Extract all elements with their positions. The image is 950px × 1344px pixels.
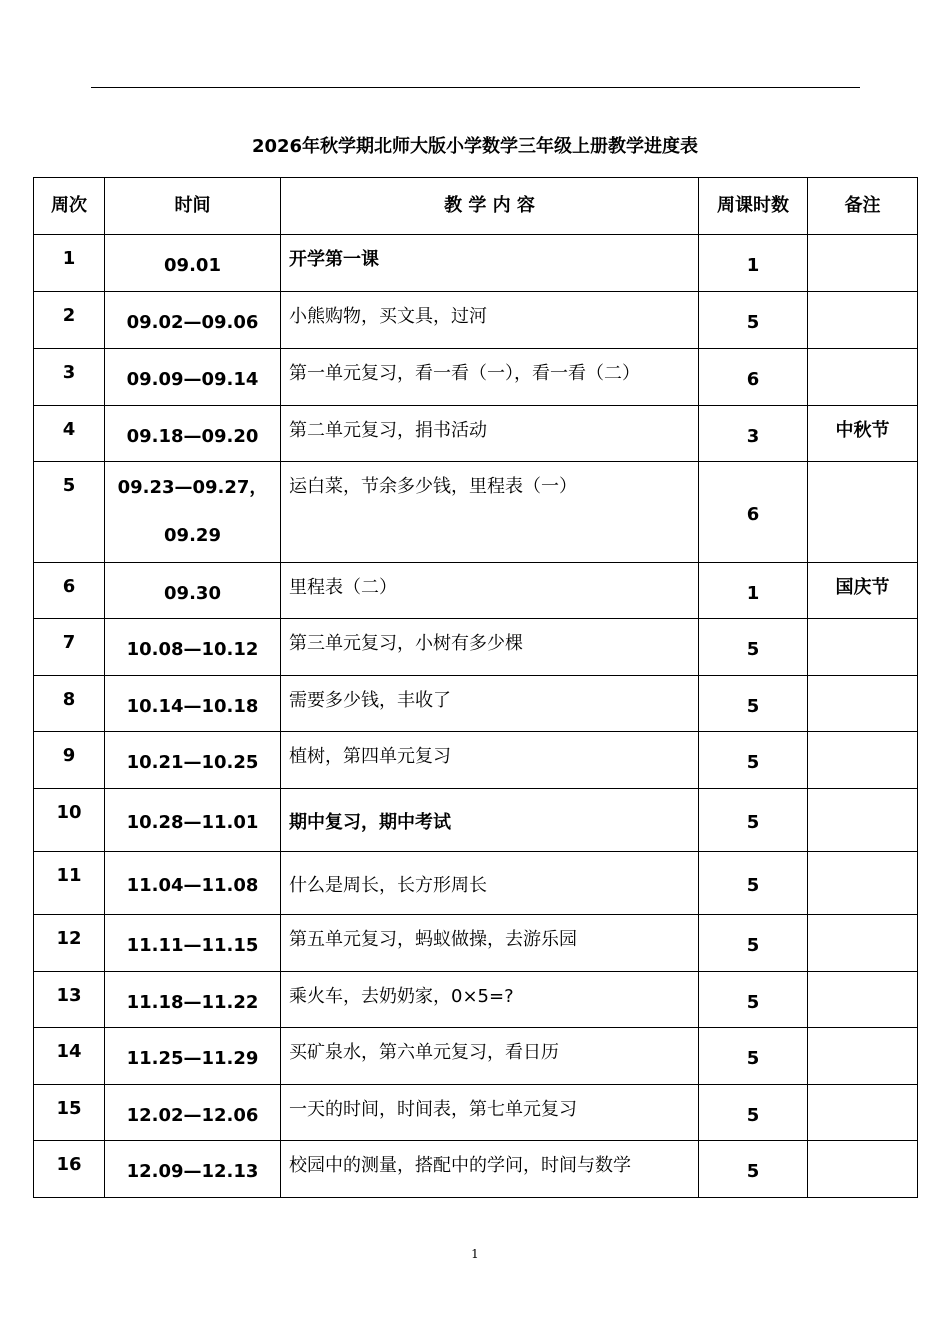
cell-week: 5	[34, 462, 105, 563]
cell-note	[808, 1028, 918, 1085]
cell-hours: 5	[699, 915, 808, 972]
cell-week: 10	[34, 789, 105, 852]
table-row	[34, 1028, 918, 1085]
cell-content: 第三单元复习，小树有多少棵	[281, 619, 699, 676]
cell-content: 第五单元复习，蚂蚁做操，去游乐园	[281, 915, 699, 972]
cell-week: 2	[34, 292, 105, 349]
cell-hours: 3	[699, 406, 808, 462]
cell-week: 9	[34, 732, 105, 789]
cell-note	[808, 1085, 918, 1141]
cell-content: 小熊购物，买文具，过河	[281, 292, 699, 349]
cell-hours: 5	[699, 852, 808, 915]
cell-week: 16	[34, 1141, 105, 1198]
cell-time: 09.18—09.20	[105, 406, 281, 462]
cell-time: 10.21—10.25	[105, 732, 281, 789]
header-hours: 周课时数	[699, 178, 808, 235]
cell-content: 运白菜，节余多少钱，里程表（一）	[281, 462, 699, 563]
cell-hours: 5	[699, 732, 808, 789]
cell-content: 开学第一课	[281, 235, 699, 292]
cell-content: 植树，第四单元复习	[281, 732, 699, 789]
header-content: 教 学 内 容	[281, 178, 699, 235]
cell-note	[808, 972, 918, 1028]
cell-content: 买矿泉水，第六单元复习，看日历	[281, 1028, 699, 1085]
cell-note	[808, 676, 918, 732]
table-row	[34, 852, 918, 915]
table-row	[34, 462, 918, 563]
cell-time: 11.04—11.08	[105, 852, 281, 915]
cell-week: 15	[34, 1085, 105, 1141]
cell-content: 第一单元复习，看一看（一），看一看（二）	[281, 349, 699, 406]
cell-week: 3	[34, 349, 105, 406]
cell-note	[808, 235, 918, 292]
table-row	[34, 349, 918, 406]
cell-note	[808, 915, 918, 972]
cell-hours: 5	[699, 1085, 808, 1141]
cell-time-line: 09.23—09.27，	[117, 477, 268, 498]
cell-note	[808, 852, 918, 915]
table-row	[34, 563, 918, 619]
cell-week: 7	[34, 619, 105, 676]
document-title: 2026年秋学期北师大版小学数学三年级上册教学进度表	[251, 136, 699, 157]
cell-note	[808, 619, 918, 676]
cell-note: 国庆节	[808, 563, 918, 619]
cell-note	[808, 349, 918, 406]
cell-week: 4	[34, 406, 105, 462]
cell-content: 什么是周长，长方形周长	[281, 852, 699, 915]
table-row	[34, 789, 918, 852]
cell-content: 乘火车，去奶奶家，0×5=?	[281, 972, 699, 1028]
cell-week: 11	[34, 852, 105, 915]
cell-content: 期中复习，期中考试	[281, 789, 699, 852]
cell-week: 8	[34, 676, 105, 732]
cell-week: 14	[34, 1028, 105, 1085]
schedule-table	[33, 177, 918, 1198]
cell-note	[808, 462, 918, 563]
cell-time: 10.14—10.18	[105, 676, 281, 732]
cell-time: 11.11—11.15	[105, 915, 281, 972]
cell-hours: 5	[699, 292, 808, 349]
cell-time: 11.25—11.29	[105, 1028, 281, 1085]
header-time: 时间	[105, 178, 281, 235]
cell-hours: 1	[699, 563, 808, 619]
cell-time-line: 09.29	[164, 525, 221, 546]
cell-time: 09.09—09.14	[105, 349, 281, 406]
cell-time: 11.18—11.22	[105, 972, 281, 1028]
table-row	[34, 1141, 918, 1198]
table-row	[34, 1085, 918, 1141]
cell-hours: 1	[699, 235, 808, 292]
cell-time: 09.02—09.06	[105, 292, 281, 349]
cell-time: 10.08—10.12	[105, 619, 281, 676]
cell-time	[105, 462, 281, 563]
cell-hours: 5	[699, 1141, 808, 1198]
header-note: 备注	[808, 178, 918, 235]
cell-hours: 6	[699, 349, 808, 406]
cell-content: 一天的时间，时间表，第七单元复习	[281, 1085, 699, 1141]
table-header-row	[34, 178, 918, 235]
table-row	[34, 292, 918, 349]
table-row	[34, 235, 918, 292]
cell-hours: 5	[699, 1028, 808, 1085]
cell-hours: 5	[699, 972, 808, 1028]
cell-hours: 5	[699, 676, 808, 732]
table-row	[34, 972, 918, 1028]
header-week: 周次	[34, 178, 105, 235]
cell-note	[808, 1141, 918, 1198]
cell-time: 12.02—12.06	[105, 1085, 281, 1141]
cell-time: 10.28—11.01	[105, 789, 281, 852]
cell-time: 12.09—12.13	[105, 1141, 281, 1198]
cell-content: 里程表（二）	[281, 563, 699, 619]
cell-content: 第二单元复习，捐书活动	[281, 406, 699, 462]
table-row	[34, 406, 918, 462]
cell-time: 09.01	[105, 235, 281, 292]
cell-week: 1	[34, 235, 105, 292]
table-row	[34, 619, 918, 676]
cell-note: 中秋节	[808, 406, 918, 462]
header-rule	[91, 87, 860, 88]
cell-hours: 5	[699, 619, 808, 676]
cell-week: 12	[34, 915, 105, 972]
cell-note	[808, 732, 918, 789]
page-number: 1	[471, 1247, 479, 1261]
cell-content: 校园中的测量，搭配中的学问，时间与数学	[281, 1141, 699, 1198]
cell-content: 需要多少钱，丰收了	[281, 676, 699, 732]
cell-hours: 6	[699, 462, 808, 563]
cell-week: 6	[34, 563, 105, 619]
cell-note	[808, 292, 918, 349]
table-row	[34, 915, 918, 972]
cell-hours: 5	[699, 789, 808, 852]
cell-time: 09.30	[105, 563, 281, 619]
cell-note	[808, 789, 918, 852]
table-row	[34, 732, 918, 789]
table-row	[34, 676, 918, 732]
cell-week: 13	[34, 972, 105, 1028]
